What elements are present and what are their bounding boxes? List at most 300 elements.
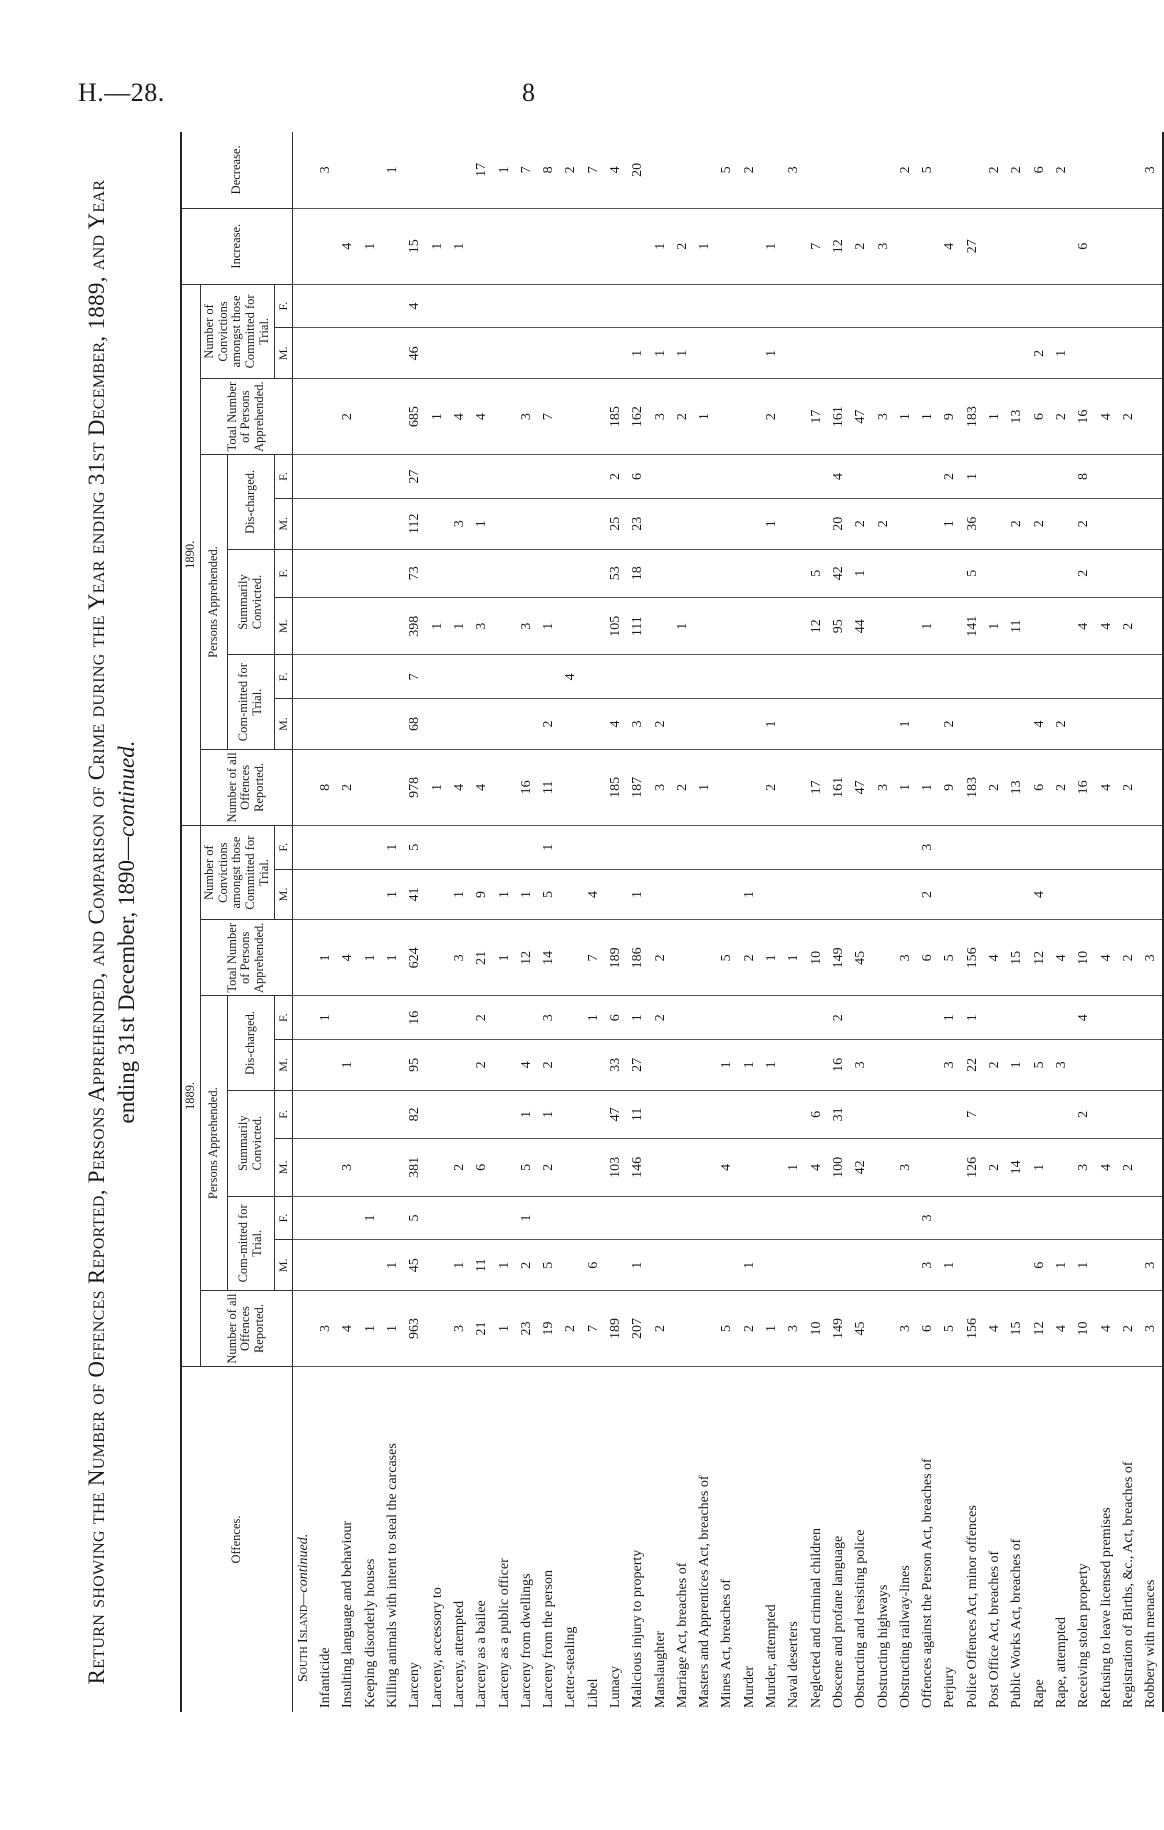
table-cell: 1: [761, 328, 783, 379]
table-cell: [939, 825, 961, 869]
table-cell: 1: [627, 328, 649, 379]
table-cell: [493, 749, 515, 825]
table-cell: [739, 699, 761, 750]
table-cell: [694, 655, 716, 699]
table-cell: [1051, 455, 1073, 499]
table-cell: [672, 825, 694, 869]
table-cell: [1073, 699, 1095, 750]
table-cell: [984, 549, 1006, 597]
male-header: M.: [274, 328, 292, 379]
table-cell: [694, 1196, 716, 1240]
table-cell: [583, 749, 605, 825]
table-cell: 12: [806, 597, 828, 655]
table-cell: [1006, 1196, 1028, 1240]
table-cell: 11: [1006, 597, 1028, 655]
table-cell: [828, 825, 850, 869]
table-cell: [850, 655, 872, 699]
table-cell: [560, 328, 582, 379]
decrease-cell: [694, 132, 716, 208]
table-cell: [694, 869, 716, 920]
table-cell: [895, 655, 917, 699]
table-cell: [493, 498, 515, 549]
table-cell: [783, 284, 805, 328]
table-cell: [471, 1090, 493, 1138]
table-cell: [939, 1139, 961, 1197]
table-cell: [828, 328, 850, 379]
increase-cell: 2: [672, 208, 694, 284]
table-row: [739, 132, 761, 1712]
offence-name: Keeping disorderly houses: [362, 1558, 378, 1708]
decrease-cell: 5: [917, 132, 939, 208]
increase-cell: 4: [337, 208, 359, 284]
table-cell: [806, 869, 828, 920]
table-cell: 186: [627, 920, 649, 996]
table-cell: [806, 996, 828, 1040]
table-cell: [1140, 655, 1163, 699]
table-cell: 1: [761, 699, 783, 750]
increase-cell: [538, 208, 560, 284]
table-cell: [560, 749, 582, 825]
table-row: [672, 132, 694, 1712]
table-cell: 1: [649, 328, 671, 379]
increase-cell: 1: [449, 208, 471, 284]
table-cell: [493, 455, 515, 499]
table-cell: [1051, 1139, 1073, 1197]
table-cell: 14: [538, 920, 560, 996]
table-cell: [315, 1240, 337, 1291]
table-cell: 149: [828, 920, 850, 996]
table-cell: [449, 699, 471, 750]
table-row: [493, 132, 515, 1712]
table-cell: 3: [895, 1139, 917, 1197]
table-cell: 6: [471, 1139, 493, 1197]
table-cell: 2: [560, 1291, 582, 1367]
table-cell: 1: [783, 1139, 805, 1197]
table-cell: [984, 455, 1006, 499]
table-cell: [360, 655, 382, 699]
table-cell: 1: [538, 597, 560, 655]
offence-name: Refusing to leave licensed premises: [1098, 1507, 1114, 1708]
table-row: [850, 132, 872, 1712]
increase-cell: 7: [806, 208, 828, 284]
table-cell: 1: [895, 749, 917, 825]
table-cell: 21: [471, 920, 493, 996]
table-cell: [1051, 597, 1073, 655]
committed-header-1890: Com-mitted for Trial.: [227, 655, 274, 749]
table-cell: [917, 699, 939, 750]
table-cell: 2: [649, 1291, 671, 1367]
table-cell: [716, 1090, 738, 1138]
convictions-header-1890: Number of Convictions amongst those Committed for Trial.: [200, 284, 274, 378]
table-cell: 3: [337, 1139, 359, 1197]
offence-name: Larceny, accessory to: [429, 1587, 445, 1708]
table-cell: [426, 1040, 448, 1091]
table-cell: [739, 455, 761, 499]
table-cell: [315, 549, 337, 597]
table-cell: 185: [605, 749, 627, 825]
table-cell: 45: [850, 920, 872, 996]
table-cell: [315, 379, 337, 455]
table-cell: [1028, 455, 1050, 499]
increase-cell: [783, 208, 805, 284]
table-row: [806, 132, 828, 1712]
table-cell: [1006, 1090, 1028, 1138]
table-cell: [1095, 1090, 1117, 1138]
table-row: [538, 132, 560, 1712]
table-cell: [694, 549, 716, 597]
table-cell: 7: [583, 920, 605, 996]
table-cell: [716, 996, 738, 1040]
table-cell: 1: [917, 597, 939, 655]
table-cell: 41: [404, 869, 426, 920]
decrease-cell: 7: [516, 132, 538, 208]
table-cell: [694, 1291, 716, 1367]
table-cell: 14: [1006, 1139, 1028, 1197]
table-cell: [426, 284, 448, 328]
table-row: [984, 132, 1006, 1712]
persons-apprehended-header-1890: Persons Apprehended.: [200, 455, 227, 750]
persons-apprehended-header-1889: Persons Apprehended.: [200, 996, 227, 1291]
table-cell: [516, 825, 538, 869]
table-cell: 53: [605, 549, 627, 597]
table-cell: [739, 498, 761, 549]
table-cell: 1: [538, 825, 560, 869]
table-cell: 1: [583, 996, 605, 1040]
table-cell: [716, 455, 738, 499]
table-cell: [649, 1240, 671, 1291]
table-cell: 624: [404, 920, 426, 996]
table-cell: 23: [627, 498, 649, 549]
increase-cell: [917, 208, 939, 284]
table-cell: [471, 825, 493, 869]
table-cell: [694, 1090, 716, 1138]
table-cell: 2: [1118, 920, 1140, 996]
table-row: [560, 132, 582, 1712]
table-cell: [560, 825, 582, 869]
table-cell: [716, 699, 738, 750]
table-cell: 207: [627, 1291, 649, 1367]
table-cell: 1: [449, 597, 471, 655]
table-cell: [850, 1240, 872, 1291]
table-cell: 1: [694, 379, 716, 455]
table-cell: [962, 655, 984, 699]
table-row: [627, 132, 649, 1712]
offence-name: Larceny, attempted: [451, 1600, 467, 1708]
table-row: [1095, 132, 1117, 1712]
table-cell: [1095, 655, 1117, 699]
table-cell: [694, 498, 716, 549]
table-cell: [895, 1240, 917, 1291]
table-cell: [471, 328, 493, 379]
table-cell: [1140, 549, 1163, 597]
table-cell: [694, 699, 716, 750]
table-cell: 19: [538, 1291, 560, 1367]
decrease-cell: [1073, 132, 1095, 208]
table-cell: 112: [404, 498, 426, 549]
table-cell: 6: [917, 1291, 939, 1367]
table-cell: 1: [360, 920, 382, 996]
male-header: M.: [274, 498, 292, 549]
increase-cell: [984, 208, 1006, 284]
table-cell: 2: [649, 920, 671, 996]
table-cell: [583, 379, 605, 455]
table-cell: [716, 549, 738, 597]
table-cell: [1140, 284, 1163, 328]
offence-name: Obstructing and resisting police: [853, 1529, 869, 1708]
table-cell: [426, 1240, 448, 1291]
table-row: [382, 132, 404, 1712]
table-cell: [850, 1090, 872, 1138]
table-cell: [493, 1196, 515, 1240]
table-row: [917, 132, 939, 1712]
table-cell: 1: [694, 749, 716, 825]
table-cell: [449, 455, 471, 499]
table-cell: [1006, 699, 1028, 750]
table-cell: 7: [583, 1291, 605, 1367]
table-cell: [716, 284, 738, 328]
table-cell: 5: [939, 920, 961, 996]
table-cell: 3: [1051, 1040, 1073, 1091]
table-cell: [917, 1139, 939, 1197]
table-cell: [761, 1090, 783, 1138]
table-cell: 4: [1028, 869, 1050, 920]
table-cell: 2: [939, 699, 961, 750]
table-cell: 1: [939, 498, 961, 549]
table-cell: [315, 498, 337, 549]
decrease-cell: [449, 132, 471, 208]
table-cell: 6: [627, 455, 649, 499]
table-cell: [783, 699, 805, 750]
table-cell: 3: [917, 1240, 939, 1291]
offences-header: Offences.: [181, 1367, 292, 1712]
table-cell: [872, 869, 894, 920]
table-cell: [939, 655, 961, 699]
table-cell: 3: [917, 1196, 939, 1240]
table-cell: [872, 825, 894, 869]
table-cell: 3: [895, 920, 917, 996]
table-cell: 1: [1051, 1240, 1073, 1291]
table-row: [426, 132, 448, 1712]
table-cell: [939, 1196, 961, 1240]
table-cell: [672, 1291, 694, 1367]
committed-header-1889: Com-mitted for Trial.: [227, 1196, 274, 1290]
decrease-cell: [337, 132, 359, 208]
table-cell: 189: [605, 1291, 627, 1367]
table-cell: [337, 655, 359, 699]
table-cell: [360, 1040, 382, 1091]
table-cell: 1: [516, 869, 538, 920]
table-cell: [917, 284, 939, 328]
table-cell: [1028, 825, 1050, 869]
table-cell: 3: [538, 996, 560, 1040]
table-cell: [984, 1090, 1006, 1138]
table-title: [84, 122, 110, 1742]
table-cell: [806, 328, 828, 379]
table-cell: [1051, 498, 1073, 549]
table-cell: [627, 1196, 649, 1240]
table-cell: [360, 1139, 382, 1197]
table-cell: [716, 597, 738, 655]
table-cell: [895, 549, 917, 597]
table-cell: [806, 655, 828, 699]
table-cell: [1051, 549, 1073, 597]
table-cell: [1006, 869, 1028, 920]
table-cell: 187: [627, 749, 649, 825]
table-row: [1118, 132, 1140, 1712]
table-cell: 2: [739, 1291, 761, 1367]
female-header: F.: [274, 825, 292, 869]
table-cell: [672, 498, 694, 549]
table-cell: 12: [516, 920, 538, 996]
table-cell: 1: [493, 920, 515, 996]
table-cell: [337, 825, 359, 869]
table-cell: 2: [672, 379, 694, 455]
table-cell: [360, 328, 382, 379]
increase-cell: [1118, 208, 1140, 284]
table-cell: [605, 825, 627, 869]
table-cell: [1028, 597, 1050, 655]
offence-name: Larceny as a public officer: [496, 1558, 512, 1708]
table-cell: [382, 699, 404, 750]
table-cell: [649, 1139, 671, 1197]
table-cell: [382, 455, 404, 499]
table-cell: 47: [605, 1090, 627, 1138]
table-cell: [1140, 1139, 1163, 1197]
table-cell: 3: [872, 749, 894, 825]
table-cell: 1: [984, 379, 1006, 455]
table-cell: [583, 549, 605, 597]
table-cell: [739, 379, 761, 455]
table-cell: [939, 328, 961, 379]
table-cell: 16: [1073, 379, 1095, 455]
table-cell: [962, 1196, 984, 1240]
table-row: [583, 132, 605, 1712]
offence-name: Larceny as a bailee: [474, 1600, 490, 1708]
table-cell: [337, 597, 359, 655]
female-header: F.: [274, 655, 292, 699]
table-cell: [806, 1240, 828, 1291]
table-row: [1051, 132, 1073, 1712]
table-cell: [1028, 549, 1050, 597]
table-cell: 31: [828, 1090, 850, 1138]
table-cell: [672, 549, 694, 597]
table-cell: 1: [360, 1196, 382, 1240]
table-cell: [783, 825, 805, 869]
table-row: [716, 132, 738, 1712]
table-cell: [493, 825, 515, 869]
increase-cell: [895, 208, 917, 284]
table-cell: 10: [806, 920, 828, 996]
table-cell: [426, 328, 448, 379]
table-cell: [560, 996, 582, 1040]
table-cell: 2: [672, 749, 694, 825]
table-cell: 1: [493, 1291, 515, 1367]
table-cell: [828, 1240, 850, 1291]
table-cell: [449, 328, 471, 379]
table-cell: [426, 498, 448, 549]
table-cell: [560, 1090, 582, 1138]
discharged-header-1889: Dis-charged.: [227, 996, 274, 1090]
table-cell: 4: [1095, 920, 1117, 996]
table-cell: 1: [315, 920, 337, 996]
table-cell: [1118, 1090, 1140, 1138]
table-cell: 13: [1006, 749, 1028, 825]
table-cell: 2: [761, 379, 783, 455]
table-cell: 16: [404, 996, 426, 1040]
table-cell: [672, 1139, 694, 1197]
table-cell: [895, 1196, 917, 1240]
table-cell: [828, 655, 850, 699]
table-cell: [360, 1240, 382, 1291]
table-cell: [716, 825, 738, 869]
table-cell: 4: [516, 1040, 538, 1091]
table-cell: [315, 284, 337, 328]
table-cell: 4: [1051, 920, 1073, 996]
male-header: M.: [274, 1040, 292, 1091]
table-cell: [806, 455, 828, 499]
table-cell: [962, 1240, 984, 1291]
table-cell: 4: [828, 455, 850, 499]
table-cell: [672, 1040, 694, 1091]
table-cell: 1: [493, 869, 515, 920]
table-cell: [560, 284, 582, 328]
table-cell: [672, 1240, 694, 1291]
table-cell: [783, 1240, 805, 1291]
table-cell: [516, 699, 538, 750]
table-cell: 146: [627, 1139, 649, 1197]
table-cell: 9: [939, 749, 961, 825]
table-cell: [850, 1196, 872, 1240]
table-cell: 3: [627, 699, 649, 750]
table-cell: 161: [828, 379, 850, 455]
table-cell: 1: [672, 597, 694, 655]
offence-name: Letter-stealing: [563, 1626, 579, 1708]
table-cell: [382, 655, 404, 699]
table-cell: [382, 328, 404, 379]
table-cell: 22: [962, 1040, 984, 1091]
table-cell: [1051, 1196, 1073, 1240]
decrease-cell: 7: [583, 132, 605, 208]
rotated-sheet: [84, 122, 1159, 1742]
table-cell: [471, 699, 493, 750]
table-cell: [449, 1090, 471, 1138]
male-header: M.: [274, 869, 292, 920]
table-row: [962, 132, 984, 1712]
table-cell: 2: [739, 920, 761, 996]
table-cell: 1: [382, 920, 404, 996]
total-apprehended-header-1890: Total Number of Persons Apprehended.: [200, 379, 292, 455]
female-header: F.: [274, 1090, 292, 1138]
table-cell: [1028, 284, 1050, 328]
table-cell: [337, 284, 359, 328]
offence-name: Marriage Act, breaches of: [674, 1562, 690, 1708]
table-cell: 5: [939, 1291, 961, 1367]
table-cell: [360, 699, 382, 750]
table-cell: [694, 455, 716, 499]
table-cell: 9: [939, 379, 961, 455]
increase-cell: [493, 208, 515, 284]
table-cell: 3: [917, 825, 939, 869]
table-cell: 1: [984, 597, 1006, 655]
title-line2-a: ending 31st December, 1890—: [114, 836, 139, 1124]
table-cell: [850, 825, 872, 869]
increase-cell: 6: [1073, 208, 1095, 284]
table-cell: [471, 284, 493, 328]
table-cell: [493, 597, 515, 655]
table-cell: 5: [716, 1291, 738, 1367]
increase-cell: 2: [850, 208, 872, 284]
table-cell: 1: [516, 1090, 538, 1138]
